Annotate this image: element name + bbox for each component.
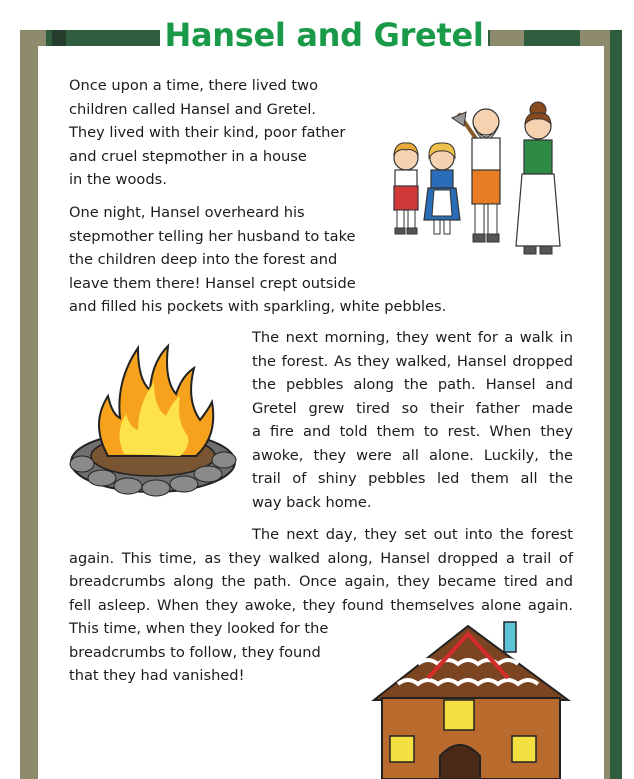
text-line: awoke, they were all alone. Luckily, the (252, 446, 573, 464)
text-line: and filled his pockets with sparkling, white pebbles. (69, 298, 447, 315)
window (512, 736, 536, 762)
text-line: way back home. (252, 493, 372, 511)
text-line: One night, Hansel overheard his (69, 204, 305, 221)
text-line: The next day, they set out into the forest (252, 526, 573, 543)
text-line: and cruel stepmother in a house (69, 147, 307, 165)
family-illustration (382, 98, 574, 258)
text-line: that they had vanished! (69, 667, 245, 684)
text-line: the children deep into the forest and (69, 251, 338, 268)
page-title: Hansel and Gretel (164, 16, 484, 54)
text-line: Once upon a time, there lived two (69, 77, 318, 94)
text-line: again. This time, as they walked along, Hansel dropped a trail of (69, 549, 573, 567)
window (444, 700, 474, 730)
gingerbread-house-illustration (368, 618, 574, 779)
campfire-illustration (68, 340, 238, 500)
text-line: the forest. As they walked, Hansel dropped (252, 352, 573, 370)
text-line: They lived with their kind, poor father (69, 124, 346, 141)
text-line: stepmother telling her husband to take (69, 227, 356, 245)
text-line: in the woods. (69, 171, 167, 188)
text-line: children called Hansel and Gretel. (69, 100, 317, 118)
father-figure (452, 109, 500, 242)
door (440, 745, 480, 779)
paragraph-1 (69, 74, 345, 192)
chimney (504, 622, 516, 652)
text-line: This time, when they looked for the (69, 620, 329, 637)
stepmother-figure (516, 102, 560, 254)
text-line: Gretel grew tired so their father made (252, 399, 573, 417)
paragraph-3 (252, 326, 573, 514)
text-line: leave them there! Hansel crept outside (69, 274, 356, 292)
paragraph-4 (69, 523, 573, 617)
text-line: trail of shiny pebbles led them all the (252, 470, 573, 487)
text-line: breadcrumbs to follow, they found (69, 643, 321, 661)
window (390, 736, 414, 762)
hansel-figure (394, 143, 418, 234)
text-line: The next morning, they went for a walk in (252, 329, 573, 346)
text-line: fell asleep. When they awoke, they found themselves alone again. (69, 596, 573, 614)
gretel-figure (424, 143, 460, 234)
text-line: a fire and told them to rest. When they (252, 423, 573, 440)
text-line: the pebbles along the path. Hansel and (252, 376, 573, 393)
paragraph-5 (69, 617, 328, 688)
text-line: breadcrumbs along the path. Once again, they became tired and (69, 573, 573, 590)
